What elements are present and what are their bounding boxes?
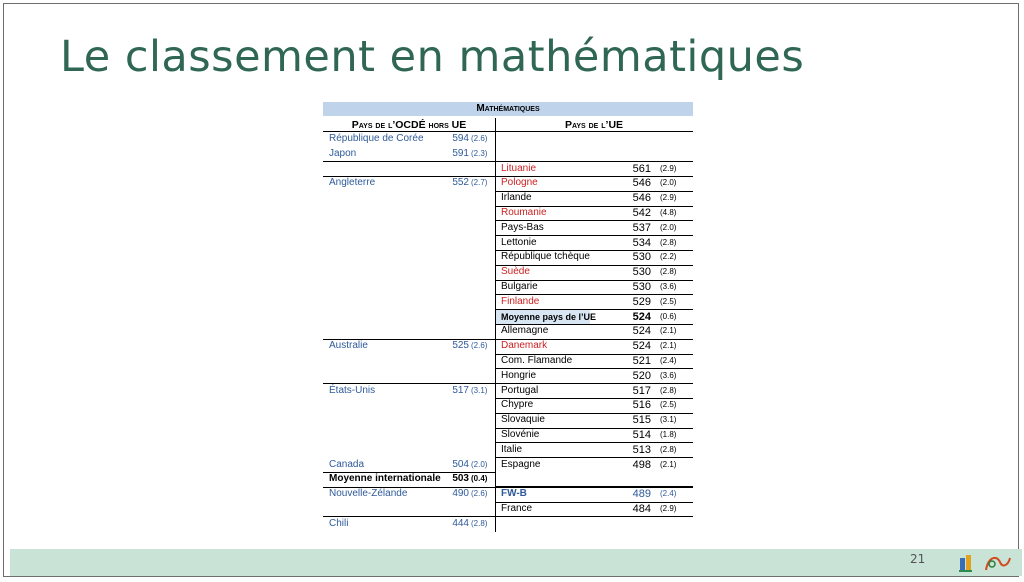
- eu-score: 530: [632, 251, 651, 264]
- footer-bar: [10, 549, 1022, 576]
- oecd-country-name: États-Unis: [329, 384, 376, 396]
- oecd-row-rule: [323, 516, 495, 517]
- eu-score: 524: [632, 340, 651, 353]
- eu-score: 561: [632, 162, 651, 175]
- eu-country-name: Finlande: [501, 295, 540, 307]
- oecd-row-rule: [323, 472, 495, 473]
- eu-standard-error: (2.8): [660, 267, 677, 277]
- eu-standard-error: (2.8): [660, 444, 677, 454]
- oecd-country-name: Australie: [329, 340, 368, 352]
- eu-score: 546: [632, 192, 651, 205]
- school-logo-icon: [956, 552, 1012, 574]
- eu-standard-error: (4.8): [660, 208, 677, 217]
- eu-score: 542: [632, 207, 651, 219]
- eu-row-rule: [495, 235, 693, 236]
- eu-country-name: Roumanie: [501, 207, 547, 218]
- column-header-eu: Pays de l’UE: [564, 119, 624, 131]
- oecd-row-rule: [323, 161, 495, 162]
- page-number: 21: [910, 552, 926, 566]
- oecd-standard-error: (2.0): [471, 459, 488, 469]
- eu-row-rule: [495, 398, 693, 399]
- oecd-country-name: Moyenne internationale: [329, 473, 441, 485]
- eu-standard-error: (2.5): [660, 296, 677, 306]
- oecd-standard-error: (3.1): [471, 385, 488, 395]
- eu-row-rule: [495, 457, 693, 458]
- eu-country-name: Portugal: [501, 384, 539, 396]
- eu-row-rule: [495, 220, 693, 221]
- oecd-row-rule: [323, 176, 495, 177]
- oecd-country-name: Canada: [329, 458, 365, 470]
- oecd-score: 594: [452, 133, 469, 144]
- oecd-score: 517: [452, 384, 469, 396]
- oecd-country-name: République de Corée: [329, 133, 424, 144]
- eu-row-rule: [495, 191, 693, 192]
- eu-standard-error: (2.1): [660, 341, 677, 351]
- eu-score: 513: [632, 443, 651, 456]
- eu-score: 546: [632, 177, 651, 190]
- oecd-score: 552: [452, 177, 469, 189]
- page-title: Le classement en mathématiques: [60, 32, 805, 82]
- eu-row-rule: [495, 354, 693, 355]
- eu-country-name: Allemagne: [501, 325, 549, 337]
- eu-score: 515: [632, 414, 651, 427]
- eu-row-rule: [495, 442, 693, 443]
- eu-standard-error: (2.0): [660, 222, 677, 232]
- eu-row-rule: [495, 383, 693, 384]
- eu-standard-error: (2.8): [660, 385, 677, 395]
- oecd-score: 490: [452, 488, 469, 500]
- oecd-standard-error: (2.6): [471, 489, 488, 499]
- oecd-standard-error: (2.8): [471, 518, 488, 528]
- eu-score: 530: [632, 266, 651, 279]
- oecd-row-rule: [323, 487, 495, 488]
- eu-score: 516: [632, 399, 651, 412]
- eu-row-rule: [495, 324, 693, 325]
- eu-score: 524: [632, 325, 651, 338]
- eu-score: 530: [632, 281, 651, 293]
- eu-row-rule: [495, 161, 693, 162]
- eu-score: 524: [632, 310, 651, 323]
- oecd-standard-error: (2.7): [471, 178, 488, 188]
- eu-score: 498: [632, 458, 651, 471]
- eu-row-rule: [495, 502, 693, 503]
- eu-standard-error: (1.8): [660, 430, 677, 439]
- eu-row-rule: [495, 339, 693, 340]
- eu-row-rule: [495, 309, 693, 310]
- eu-row-rule: [495, 413, 693, 414]
- oecd-row-rule: [323, 383, 495, 384]
- oecd-score: 525: [452, 340, 469, 352]
- eu-score: 484: [632, 503, 651, 515]
- eu-standard-error: (2.1): [660, 459, 677, 469]
- table-header: Mathématiques: [323, 102, 693, 116]
- oecd-standard-error: (0.4): [471, 474, 488, 484]
- eu-row-rule: [495, 265, 693, 266]
- eu-country-name: République tchèque: [501, 251, 590, 263]
- eu-score: 514: [632, 429, 651, 441]
- eu-row-rule: [495, 516, 693, 517]
- eu-score: 489: [632, 488, 651, 501]
- oecd-score: 504: [452, 458, 469, 470]
- oecd-score: 503: [452, 473, 469, 485]
- eu-row-rule: [495, 428, 693, 429]
- eu-score: 534: [632, 236, 651, 249]
- column-header-oecd: Pays de l’OCDÉ hors UE: [351, 119, 467, 131]
- eu-row-rule: [495, 206, 693, 207]
- eu-standard-error: (3.6): [660, 282, 677, 291]
- slide-frame: [3, 3, 1019, 577]
- oecd-standard-error: (2.6): [471, 341, 488, 351]
- eu-country-name: Danemark: [501, 340, 548, 352]
- eu-standard-error: (2.2): [660, 252, 677, 262]
- eu-standard-error: (0.6): [660, 311, 677, 321]
- eu-country-name: Moyenne pays de l’UE: [501, 311, 597, 322]
- oecd-standard-error: (2.3): [471, 148, 488, 158]
- eu-country-name: Lettonie: [501, 236, 537, 248]
- eu-country-name: Pologne: [501, 177, 538, 189]
- eu-standard-error: (2.1): [660, 326, 677, 336]
- eu-country-name: Espagne: [501, 458, 541, 470]
- eu-standard-error: (2.8): [660, 237, 677, 247]
- eu-country-name: Slovaquie: [501, 414, 545, 426]
- oecd-country-name: Angleterre: [329, 177, 376, 189]
- eu-country-name: Chypre: [501, 399, 534, 411]
- eu-standard-error: (2.4): [660, 489, 677, 499]
- eu-country-name: Slovénie: [501, 429, 540, 440]
- eu-row-rule: [495, 368, 693, 369]
- eu-standard-error: (2.4): [660, 356, 677, 365]
- oecd-standard-error: (2.6): [471, 134, 488, 143]
- eu-country-name: Lituanie: [501, 162, 537, 174]
- eu-score: 517: [632, 384, 651, 397]
- eu-country-name: FW-B: [501, 488, 527, 500]
- oecd-row-rule: [323, 339, 495, 340]
- eu-row-rule: [495, 250, 693, 251]
- fwb-rule: [495, 486, 693, 488]
- eu-standard-error: (2.5): [660, 400, 677, 410]
- eu-row-rule: [495, 280, 693, 281]
- oecd-score: 444: [452, 517, 469, 529]
- oecd-country-name: Japon: [329, 147, 357, 159]
- oecd-country-name: Nouvelle-Zélande: [329, 488, 408, 500]
- eu-country-name: Suède: [501, 266, 530, 278]
- eu-row-rule: [495, 176, 693, 177]
- eu-country-name: Com. Flamande: [501, 355, 573, 366]
- eu-country-name: Bulgarie: [501, 281, 538, 292]
- eu-score: 529: [632, 295, 651, 308]
- eu-country-name: Hongrie: [501, 369, 537, 381]
- oecd-score: 591: [452, 147, 469, 159]
- eu-standard-error: (3.1): [660, 415, 677, 425]
- eu-standard-error: (2.9): [660, 193, 677, 203]
- eu-country-name: France: [501, 503, 533, 514]
- eu-score: 521: [632, 355, 651, 367]
- eu-country-name: Irlande: [501, 192, 532, 204]
- eu-country-name: Pays-Bas: [501, 221, 544, 233]
- eu-standard-error: (2.0): [660, 178, 677, 188]
- eu-row-rule: [495, 294, 693, 295]
- eu-score: 520: [632, 369, 651, 382]
- eu-standard-error: (3.6): [660, 370, 677, 380]
- oecd-country-name: Chili: [329, 517, 349, 529]
- eu-score: 537: [632, 221, 651, 234]
- eu-standard-error: (2.9): [660, 163, 677, 173]
- eu-standard-error: (2.9): [660, 504, 677, 513]
- eu-country-name: Italie: [501, 443, 523, 455]
